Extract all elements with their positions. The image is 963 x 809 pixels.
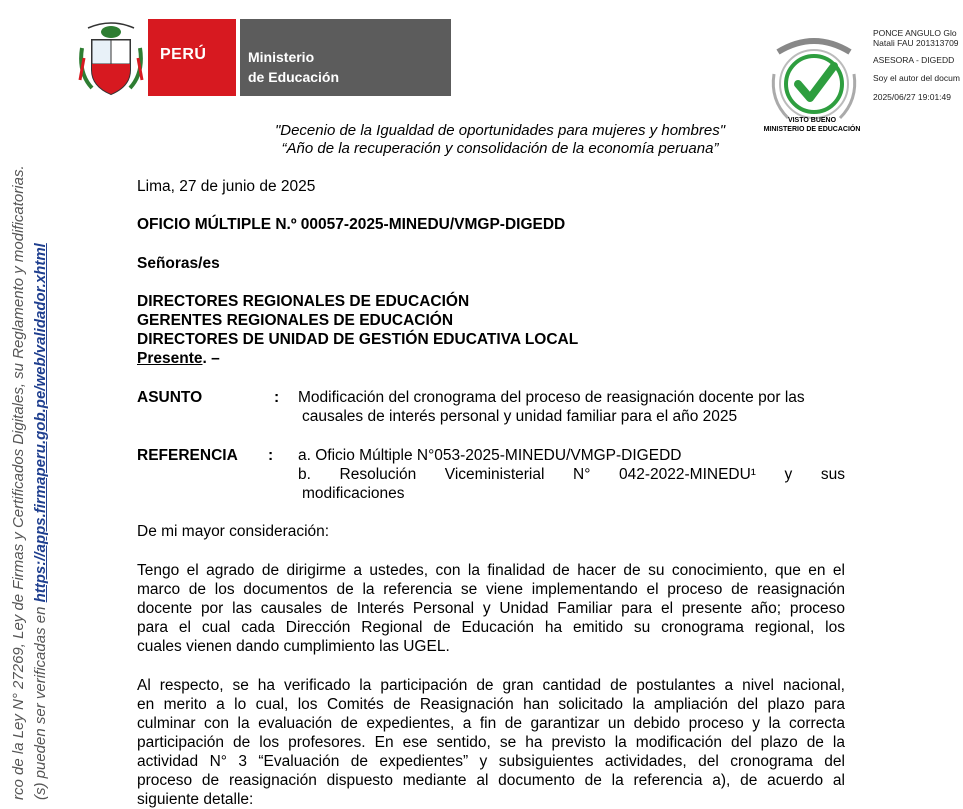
signature-name-line2: Natali FAU 201313709 <box>873 38 959 48</box>
paragraph-2-line: siguiente detalle: <box>137 791 254 808</box>
side-legal-prefix: (s) pueden ser verificadas en <box>32 602 49 800</box>
recipient-line2: GERENTES REGIONALES DE EDUCACIÓN <box>137 312 454 329</box>
asunto-colon: : <box>274 389 280 406</box>
asunto-line1: Modificación del cronograma del proceso de reasignación docente por las <box>298 389 805 406</box>
validator-link[interactable]: https://apps.firmaperu.gob.pe/web/validador.xhtml <box>32 243 49 603</box>
motto-line2: “Año de la recuperación y consolidación de la economía peruana” <box>281 140 719 157</box>
paragraph-2-line: participación de los profesores. En ese sentido, se ha previsto la modificación del plazo de la <box>137 734 845 751</box>
letter-date: Lima, 27 de junio de 2025 <box>137 178 316 195</box>
paragraph-2-line: proceso de reasignación dispuesto mediante al documento de la referencia a), de acuerdo al <box>137 772 845 789</box>
ministry-label-line1: Ministerio <box>248 49 315 65</box>
signature-name-line1: PONCE ANGULO Glo <box>873 28 957 38</box>
ministry-label-line2: de Educación <box>248 69 340 85</box>
referencia-b-cont: modificaciones <box>302 485 405 502</box>
signature-role: ASESORA - DIGEDD <box>873 55 955 65</box>
paragraph-2-line: actividad N° 3 “Evaluación de expedientes” y subsiguientes actividades, del cronograma del <box>137 753 845 770</box>
recipient-line3: DIRECTORES DE UNIDAD DE GESTIÓN EDUCATIVA LOCAL <box>137 331 579 348</box>
paragraph-1-line: Tengo el agrado de dirigirme a ustedes, con la finalidad de hacer de su conocimiento, que en el <box>137 562 845 579</box>
referencia-colon: : <box>268 447 274 464</box>
side-legal-line1: rco de la Ley N° 27269, Ley de Firmas y Certificados Digitales, su Reglamento y modificatorias. <box>10 165 27 800</box>
paragraph-2-line: culminar con la evaluación de expedientes, a fin de garantizar un debido proceso y la correcta <box>137 715 845 732</box>
referencia-a: a. Oficio Múltiple N°053-2025-MINEDU/VMGP-DIGEDD <box>298 447 682 464</box>
side-legal-line2 <box>30 165 52 800</box>
asunto-label: ASUNTO <box>137 389 203 406</box>
paragraph-1-line: docente por las causales de Interés Personal y Unidad Familiar para el presente año; proceso <box>137 600 845 617</box>
paragraph-1-line: para el cual cada Dirección Regional de Educación ha emitido su cronograma regional, los <box>137 619 845 636</box>
paragraph-1-line: cuales vienen dando cumplimiento las UGEL. <box>137 638 450 655</box>
coat-of-arms-icon <box>78 18 144 100</box>
signature-reason: Soy el autor del docum <box>873 73 960 83</box>
presente-word: Presente <box>137 350 203 367</box>
greeting: De mi mayor consideración: <box>137 523 330 540</box>
side-legal-note <box>0 0 60 800</box>
presente-line <box>137 349 220 368</box>
asunto-line2: causales de interés personal y unidad familiar para el año 2025 <box>302 408 738 425</box>
referencia-label: REFERENCIA <box>137 447 238 464</box>
approval-stamp-icon <box>768 30 860 130</box>
paragraph-1-line: marco de los documentos de la referencia se viene implementando el proceso de reasignación <box>137 581 845 598</box>
letter-title: OFICIO MÚLTIPLE N.º 00057-2025-MINEDU/VMGP-DIGEDD <box>137 216 566 233</box>
stamp-label-line1: VISTO BUENO <box>787 117 837 124</box>
peru-brand-label: PERÚ <box>160 46 207 63</box>
paragraph-2 <box>137 676 845 809</box>
presente-tail: . – <box>202 350 220 367</box>
paragraph-2-line: Al respecto, se ha verificado la participación de gran cantidad de postulantes a nivel nacional, <box>137 677 845 694</box>
recipient-line1: DIRECTORES REGIONALES DE EDUCACIÓN <box>137 293 470 310</box>
paragraph-2-line: en merito a lo cual, los Comités de Reasignación han solicitado la ampliación del plazo para <box>137 696 845 713</box>
signature-timestamp: 2025/06/27 19:01:49 <box>873 92 951 102</box>
motto-line1: "Decenio de la Igualdad de oportunidades para mujeres y hombres" <box>274 122 726 139</box>
stamp-label-line2: MINISTERIO DE EDUCACIÓN <box>763 126 861 133</box>
side-legal-text <box>8 165 52 800</box>
salutation: Señoras/es <box>137 255 220 272</box>
referencia-b: b. Resolución Viceministerial N° 042-2022-MINEDU¹ y sus <box>298 466 845 483</box>
paragraph-1 <box>137 561 845 656</box>
